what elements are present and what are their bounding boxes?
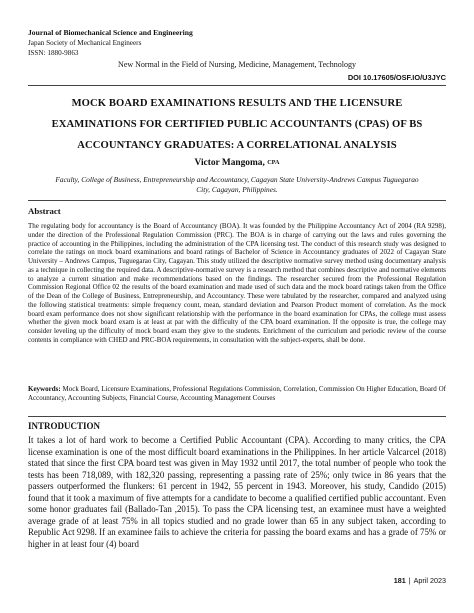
abstract-divider-top [28,200,446,201]
author-affiliation: Faculty, College of Business, Entrepreneurship and Accountancy, Cagayan State University-Andrews Campus Tuguegarao City, Cagayan, Philippines. [55,175,419,194]
doi-label: DOI 10.17605/OSF.IO/U3JYC [347,73,446,82]
journal-name: Journal of Biomechanical Science and Engineering [28,28,193,37]
author-line [0,158,474,168]
page-number: 181 [393,576,406,585]
keywords-list: Mock Board, Licensure Examinations, Professional Regulations Commission, Correlation, Commission On Higher Education, Board Of Accountancy, Accounting Subjects, Financial Course, Accounting Management Courses [28,385,446,402]
author-credential: CPA [267,159,280,166]
journal-society: Japan Society of Mechanical Engineers [28,39,142,47]
introduction-heading: INTRODUCTION [28,421,101,431]
abstract-heading: Abstract [28,206,61,216]
keywords-paragraph [28,385,446,403]
issue-date: April 2023 [413,576,446,585]
introduction-body: It takes a lot of hard work to become a Certified Public Accountant (CPA). According to many critics, the CPA license examination is one of the most difficult board examinations in the Philippines. In her article Valcarcel (2018) stated that since the first CPA board test was given in May 1932 until 2017, the total number of people who took the tests has been 718,089, with 182,320 passing, representing a passing rate of 25%; only twice in 86 years that the passers outperformed the flunkers: 61 percent in 1942, 55 percent in 1943. Moreover, his study, Candido (2015) found that it took a maximum of five attempts for a candidate to become a qualified certified public accountant. Even some honor graduates fail (Ballado-Tan ,2015). To pass the CPA licensing test, an examinee must have a weighted average grade of at least 75% in all topics studied and no grade lower than 65 in any subject taken, according to Republic Act 9298. If an examinee fails to achieve the criteria for passing the board exams and has a grade of 75% or higher in at least four (4) board [28,435,446,549]
series-title: New Normal in the Field of Nursing, Medicine, Management, Technology [118,60,356,69]
journal-header [28,28,193,58]
abstract-body: The regulating body for accountancy is the Board of Accountancy (BOA). It was founded by the Philippine Accountancy Act of 2004 (RA 9298), under the direction of the Professional Regulation Commission (PRC). The BOA is in charge of carrying out the laws and rules governing the practice of accounting in the Philippines, including the administration of the CPA licensing test. The conduct of this research study was designed to correlate the ratings on mock board examinations and board ratings of Bachelor of Science in Accountancy graduates of 2022 of Cagayan State University – Andrews Campus, Tuguegarao City, Cagayan. This study utilized the descriptive normative survey method using documentary analysis as a technique in collecting the required data. A descriptive-normative survey is a research method that combines descriptive and normative elements to analyze a current situation and make recommendations based on the findings. The researcher secured from the Professional Regulation Commission Regional Office 02 the results of the board examination and made used of such data and the mock board ratings taken from the Office of the Dean of the College of Business, Entrepreneurship, and Accountancy. These were tabulated by the researcher, compared and analyzed using the following statistical treatments: simple frequency count, mean, standard deviation and Pearson Product moment of correlation. As the mock board exam performance does not show significant relationship with the performance in the board examination for CPAs, the college must assess whether the given mock board exam is at least at par with the difficulty of the CPA board examination. If the opposite is true, the college may consider leveling up the difficulty of mock board exam they give to the students. Enrichment of the curriculum and periodic review of the course contents in compliance with CHED and PRC-BOA requirements, in consultation with the subject-experts, shall be done. [28,222,446,344]
abstract-divider-bottom [28,416,446,417]
article-title: MOCK BOARD EXAMINATIONS RESULTS AND THE LICENSURE EXAMINATIONS FOR CERTIFIED PUBLIC ACCOUNTANTS (CPAS) OF BS ACCOUNTANCY GRADUATES: A CORRELATIONAL ANALYSIS [51,98,423,151]
author-name: Victor Mangoma, [194,158,265,168]
footer-separator: | [408,576,411,585]
keywords-label: Keywords: [28,385,61,393]
journal-issn: ISSN: 1880-9863 [28,49,79,57]
header-divider [28,85,446,86]
page-footer [394,576,446,585]
